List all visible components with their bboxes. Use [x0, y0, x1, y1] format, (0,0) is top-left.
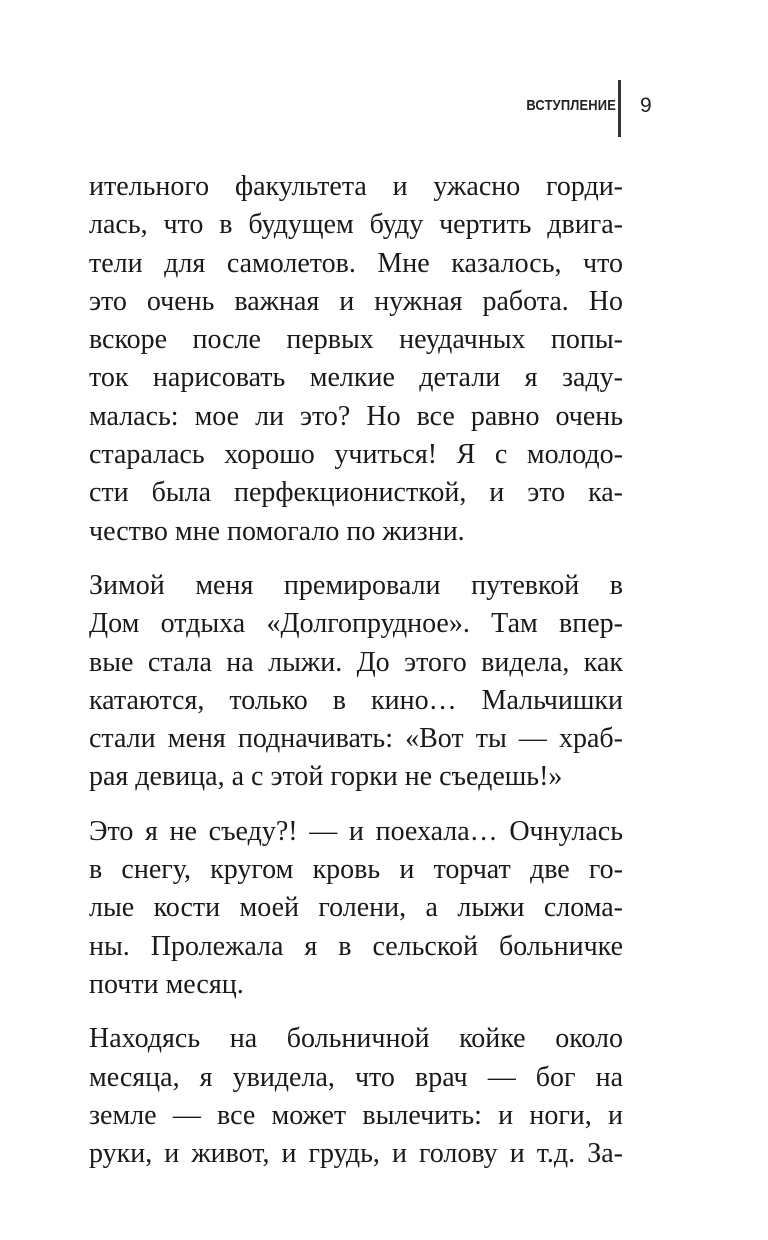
text-line: почти месяц. — [89, 968, 244, 1000]
text-line: Дом отдыха «Долгопрудное». Там впер- — [89, 608, 623, 640]
page-number: 9 — [640, 94, 652, 117]
body-text — [89, 168, 623, 1173]
paragraph-2 — [89, 567, 623, 797]
header-divider — [618, 80, 621, 137]
text-line: Находясь на больничной койке около — [89, 1023, 623, 1055]
text-line: катаются, только в кино… Мальчишки — [89, 684, 623, 716]
text-line: вскоре после первых неудачных попы- — [89, 324, 623, 356]
text-line: Зимой меня премировали путевкой в — [89, 569, 623, 601]
text-line: месяца, я увидела, что врач — бог на — [89, 1061, 623, 1093]
paragraph-3 — [89, 813, 623, 1004]
text-line: вые стала на лыжи. До этого видела, как — [89, 646, 623, 678]
text-line: это очень важная и нужная работа. Но — [89, 285, 623, 317]
text-line: сти была перфекционисткой, и это ка- — [89, 477, 623, 509]
text-line: стали меня подначивать: «Вот ты — храб- — [89, 723, 623, 755]
paragraph-4 — [89, 1020, 623, 1173]
text-line: Это я не съеду?! — и поехала… Очнулась — [89, 815, 623, 847]
text-line: лые кости моей голени, а лыжи слома- — [89, 892, 623, 924]
text-line: тели для самолетов. Мне казалось, что — [89, 247, 623, 279]
running-head-section-title: ВСТУПЛЕНИЕ — [526, 97, 616, 114]
text-line: старалась хорошо учиться! Я с молодо- — [89, 439, 623, 471]
text-line: ительного факультета и ужасно горди- — [89, 171, 623, 202]
text-line: руки, и живот, и грудь, и голову и т.д. За- — [89, 1138, 623, 1170]
text-line: чество мне помогало по жизни. — [89, 515, 465, 547]
text-line: ны. Пролежала я в сельской больничке — [89, 930, 623, 962]
text-line: земле — все может вылечить: и ноги, и — [89, 1099, 623, 1131]
text-line: в снегу, кругом кровь и торчат две го- — [89, 854, 623, 886]
paragraph-1 — [89, 168, 623, 551]
text-line: рая девица, а с этой горки не съедешь!» — [89, 761, 563, 793]
text-line: лась, что в будущем буду чертить двига- — [89, 209, 623, 241]
text-line: малась: мое ли это? Но все равно очень — [89, 400, 623, 432]
text-line: ток нарисовать мелкие детали я заду- — [89, 362, 623, 394]
